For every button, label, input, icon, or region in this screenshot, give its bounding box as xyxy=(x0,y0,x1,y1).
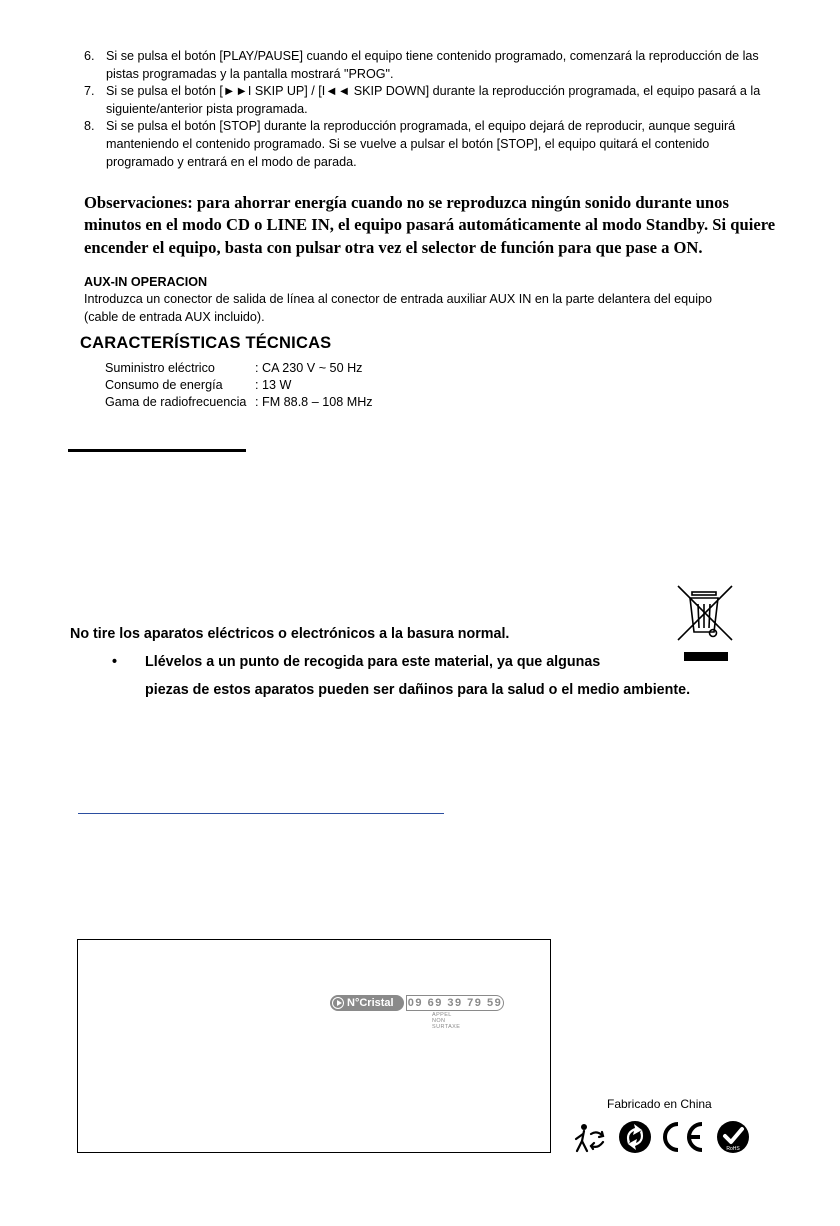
ce-mark-icon xyxy=(658,1120,706,1154)
spec-value-power-supply: : CA 230 V ~ 50 Hz xyxy=(255,361,363,375)
spec-label-power-consumption: Consumo de energía xyxy=(105,378,223,392)
instruction-text: Si se pulsa el botón [STOP] durante la reproducción programada, el equipo dejará de reproducir, aunque seguirá manteniendo el contenido programado. Si se vuelve a pulsar el botón [STOP], el equipo quitará el contenido programado y entrará en el modo de parada. xyxy=(106,119,736,169)
observation-note: Observaciones: para ahorrar energía cuando no se reproduzca ningún sonido durante unos minutos en el modo CD o LINE IN, el equipo pasará automáticamente al modo Standby. Si quiere encender el equipo, basta con pulsar otra vez el selector de función para que pase a ON. xyxy=(84,193,776,257)
instruction-number: 7. xyxy=(84,84,95,99)
aux-heading: AUX-IN OPERACION xyxy=(84,275,208,289)
contact-box xyxy=(77,939,551,1153)
spec-value-radio-range: : FM 88.8 – 108 MHz xyxy=(255,395,373,409)
spec-label-power-supply: Suministro eléctrico xyxy=(105,361,215,375)
triman-icon xyxy=(573,1120,607,1154)
instruction-text: Si se pulsa el botón [►►I SKIP UP] / [I◄◄ SKIP DOWN] durante la reproducción programada, el equipo pasará a la siguiente/anterior pista programada. xyxy=(106,84,761,116)
instruction-text: Si se pulsa el botón [PLAY/PAUSE] cuando el equipo tiene contenido programado, comenzará la reproducción de las pistas programadas y la pantalla mostrará "PROG". xyxy=(106,49,759,81)
disposal-warning: No tire los aparatos eléctricos o electrónicos a la basura normal. xyxy=(70,626,510,642)
instruction-number: 6. xyxy=(84,49,95,63)
section-divider xyxy=(68,449,246,452)
hotline-number: 09 69 39 79 59 xyxy=(407,997,503,1009)
instruction-item-7 xyxy=(84,83,764,118)
instruction-number: 8. xyxy=(84,119,95,134)
hotline-note: APPEL NON SURTAXE xyxy=(432,1012,461,1030)
hotline-brand-pill xyxy=(330,995,404,1011)
hotline-brand: N°Cristal xyxy=(347,997,394,1009)
aux-body: Introduzca un conector de salida de línea al conector de entrada auxiliar AUX IN en la parte delantera del equipo (cable de entrada AUX incluido). xyxy=(84,292,712,324)
green-dot-icon xyxy=(618,1120,652,1154)
disposal-instruction-line-2: piezas de estos aparatos pueden ser dañinos para la salud o el medio ambiente. xyxy=(145,682,691,698)
instruction-list xyxy=(84,48,764,171)
disposal-instruction-line-1: Llévelos a un punto de recogida para este material, ya que algunas xyxy=(145,654,601,670)
crossed-out-bin-icon xyxy=(676,584,734,664)
link-underline xyxy=(78,813,444,814)
instruction-item-6 xyxy=(84,48,764,83)
spec-label-radio-range: Gama de radiofrecuencia xyxy=(105,395,247,409)
rohs-text: RoHS xyxy=(726,1146,740,1152)
made-in-label: Fabricado en China xyxy=(607,1097,712,1111)
instruction-item-8 xyxy=(84,118,764,171)
spec-value-power-consumption: : 13 W xyxy=(255,378,292,392)
bullet-icon: • xyxy=(112,654,118,670)
specs-heading: CARACTERÍSTICAS TÉCNICAS xyxy=(80,334,332,352)
rohs-icon xyxy=(716,1120,750,1154)
play-circle-icon xyxy=(332,997,344,1009)
